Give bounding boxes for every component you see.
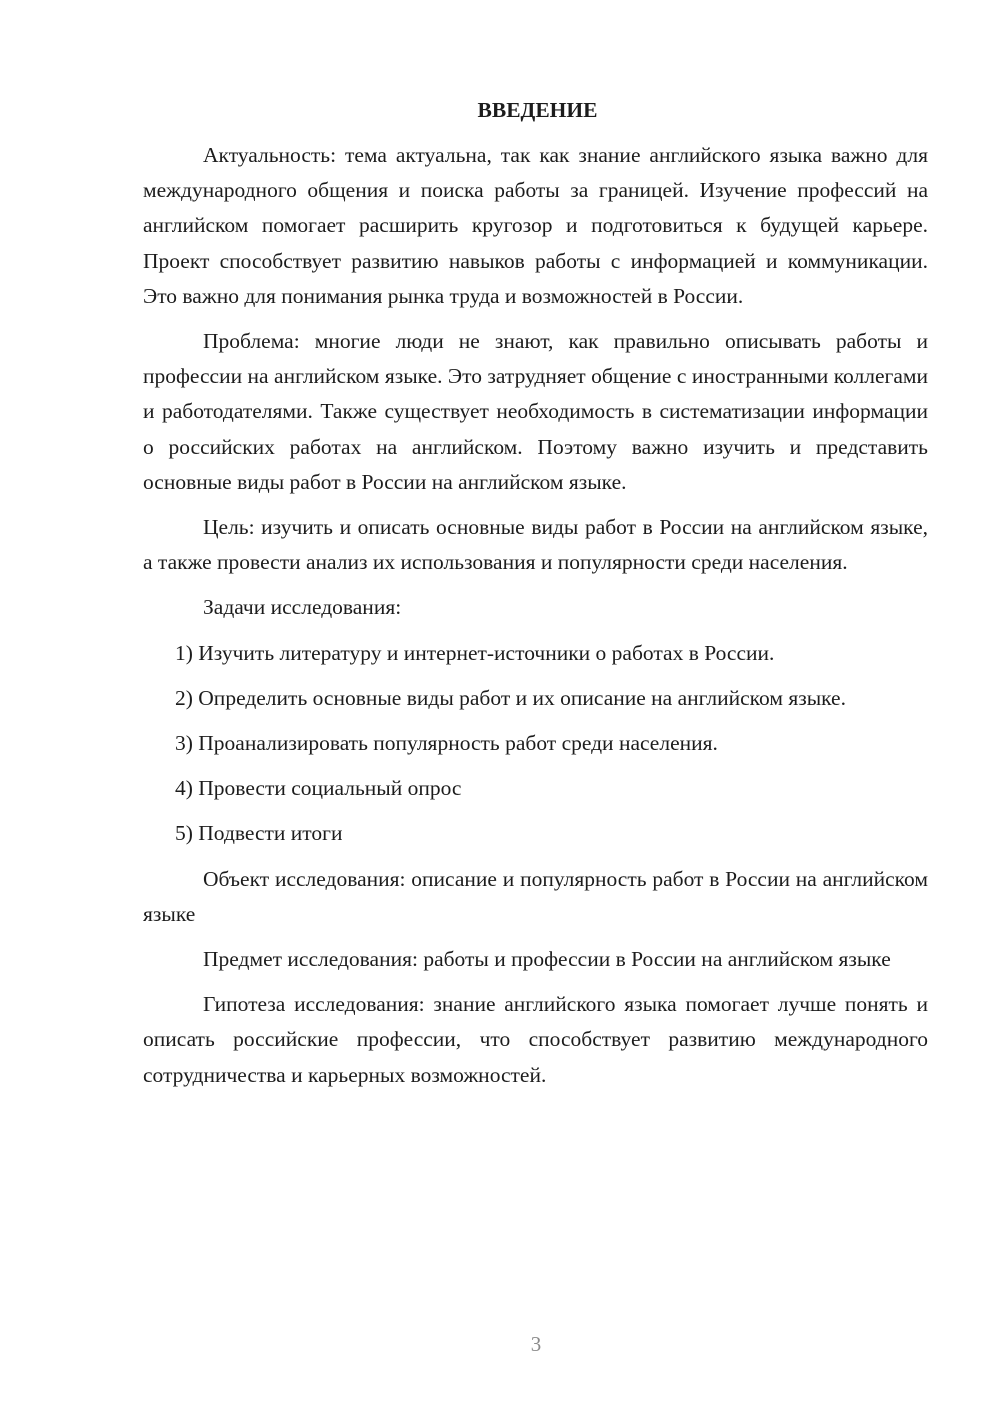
subject-paragraph: Предмет исследования: работы и профессии в России на английском языке	[203, 947, 891, 972]
task-item-2: 2) Определить основные виды работ и их описание на английском языке.	[175, 685, 846, 710]
problem-paragraph: Проблема: многие люди не знают, как правильно описывать работы и профессии на английском языке. Это затрудняет общение с иностранными коллегами и работодателями. Также существует необходимость в систематизации информации о российских работах на английском. Поэтому важно изучить и представить основные виды работ в России на английском языке.	[143, 329, 928, 494]
task-item-4: 4) Провести социальный опрос	[175, 776, 462, 801]
tasks-title: Задачи исследования:	[203, 595, 402, 620]
task-item-3: 3) Проанализировать популярность работ среди населения.	[175, 731, 718, 756]
page-content	[143, 93, 928, 1093]
page-number: 3	[530, 1332, 542, 1356]
task-item-1: 1) Изучить литературу и интернет-источники о работах в России.	[175, 640, 775, 665]
goal-paragraph: Цель: изучить и описать основные виды работ в России на английском языке, а также провести анализ их использования и популярности среди населения.	[143, 515, 928, 575]
task-item-5: 5) Подвести итоги	[175, 821, 343, 846]
hypothesis-paragraph: Гипотеза исследования: знание английского языка помогает лучше понять и описать российские профессии, что способствует развитию международного сотрудничества и карьерных возможностей.	[143, 992, 928, 1087]
object-paragraph: Объект исследования: описание и популярность работ в России на английском языке	[143, 866, 928, 926]
section-heading: ВВЕДЕНИЕ	[477, 98, 598, 122]
relevance-paragraph: Актуальность: тема актуальна, так как знание английского языка важно для международного общения и поиска работы за границей. Изучение профессий на английском помогает расширить кругозор и подготовиться к будущей карьере. Проект способствует развитию навыков работы с информацией и коммуникации. Это важно для понимания рынка труда и возможностей в России.	[143, 143, 928, 308]
